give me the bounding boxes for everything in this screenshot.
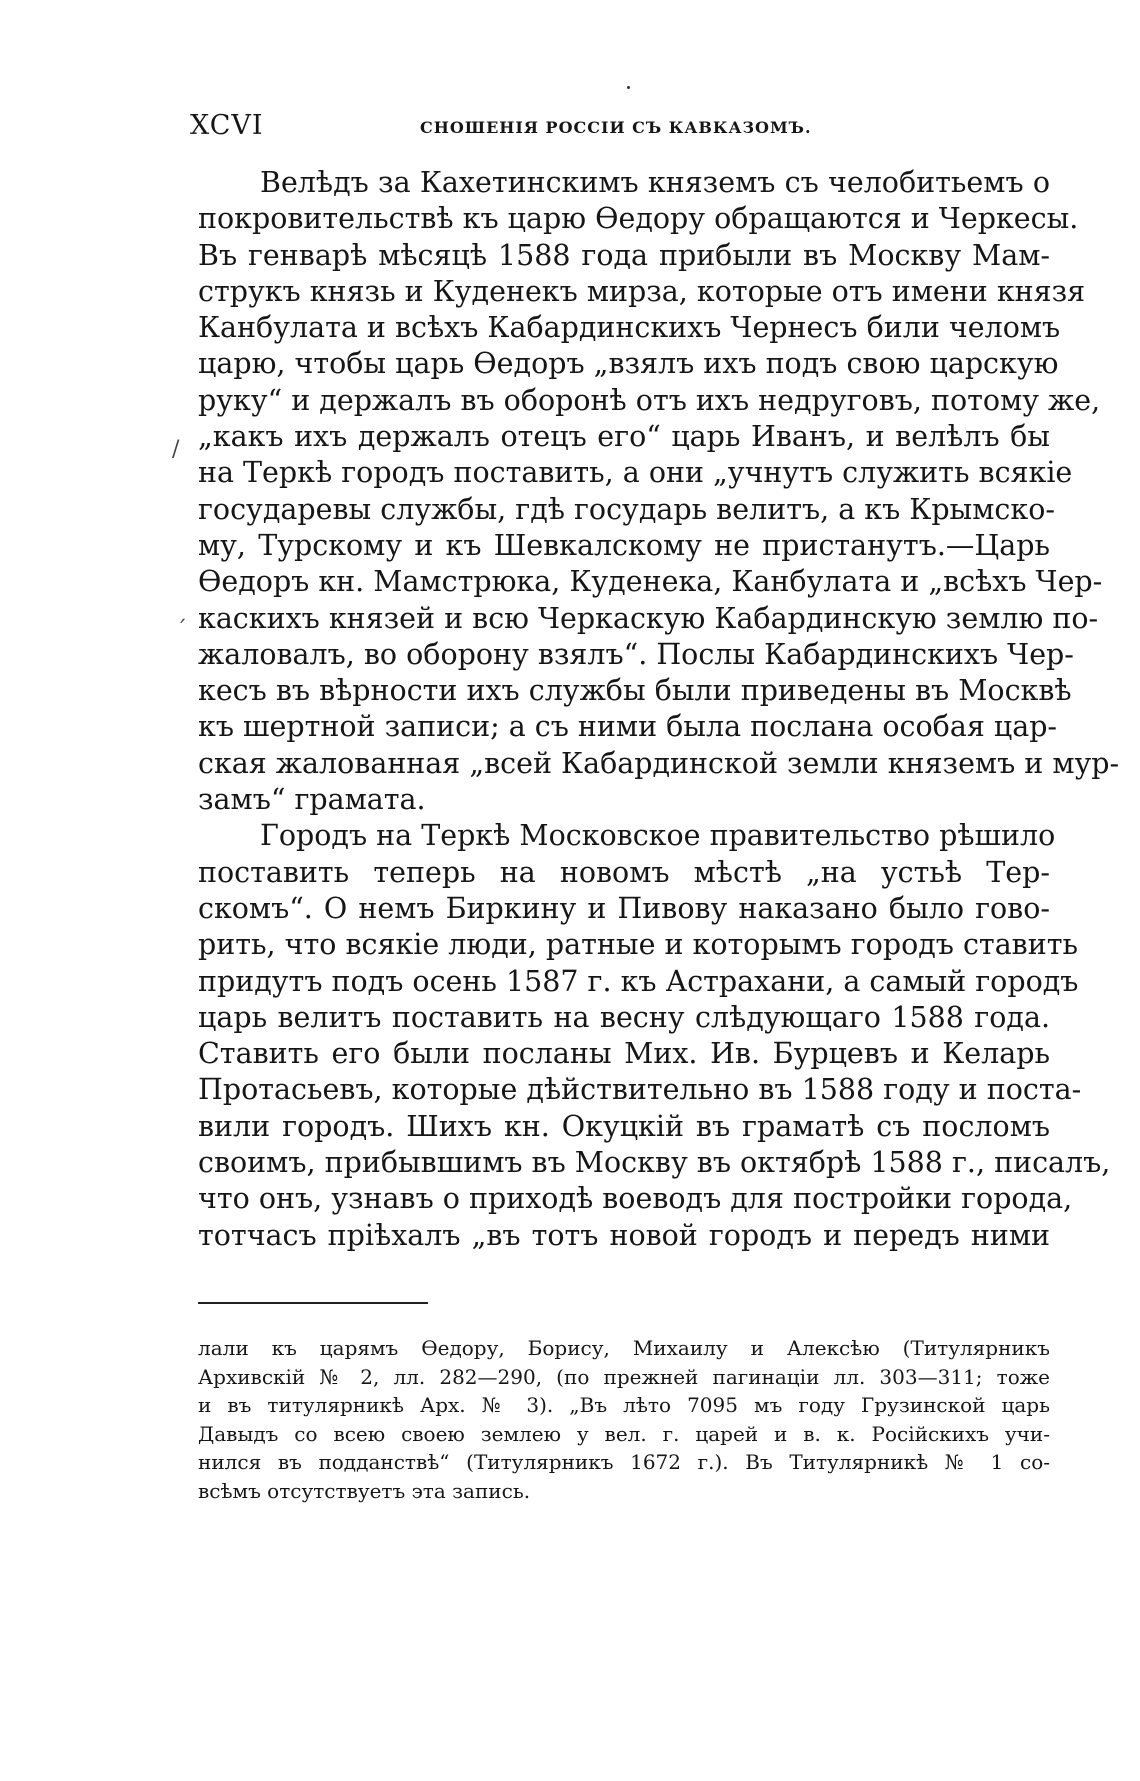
text-line: му, Турскому и къ Шевкалскому не пристанутъ.—Царь	[198, 528, 1050, 562]
text-line: государевы службы, гдѣ государь велитъ, а къ Крымско-	[198, 492, 1055, 526]
text-line: на Теркѣ городъ поставить, а они „учнутъ служить всякіе	[198, 456, 1073, 490]
text-line: къ шертной записи; а съ ними была послана особая цар-	[198, 710, 1058, 744]
running-head: СНОШЕНІЯ РОССІИ СЪ КАВКАЗОМЪ.	[420, 118, 812, 137]
text-line: что онъ, узнавъ о приходѣ воеводъ для постройки города,	[198, 1182, 1073, 1216]
footnote-line: нился въ подданствѣ“ (Титулярникъ 1672 г.). Въ Титулярникѣ № 1 со-	[198, 1450, 1050, 1474]
footnote-line: всѣмъ отсутствуетъ эта запись.	[198, 1478, 531, 1503]
footnote-line: Давыдъ со всею своею землею у вел. г. царей и в. к. Російскихъ учи-	[198, 1421, 1050, 1446]
page-number: XCVI	[190, 110, 264, 141]
text-line: скомъ“. О немъ Биркину и Пивову наказано было гово-	[198, 891, 1050, 925]
footnote-line: лали къ царямъ Өедору, Борису, Михаилу и Алексѣю (Титулярникъ	[198, 1336, 1050, 1360]
text-line: руку“ и держалъ въ оборонѣ отъ ихъ недруговъ, потому же,	[198, 383, 1101, 417]
text-line: Протасьевъ, которые дѣйствительно въ 1588 году и поста-	[198, 1073, 1082, 1107]
text-line: „какъ ихъ держалъ отецъ его“ царь Иванъ, и велѣлъ бы	[198, 420, 1050, 454]
paragraph-1	[198, 165, 1120, 818]
text-line: каскихъ князей и всю Черкаскую Кабардинскую землю по-	[198, 601, 1099, 635]
text-line: придутъ подъ осень 1587 г. къ Астрахани, а самый городъ	[198, 964, 1079, 998]
text-line: поставить теперь на новомъ мѣстѣ „на устьѣ Тер-	[198, 855, 1050, 889]
text-line: царь велитъ поставить на весну слѣдующаго 1588 года.	[198, 1000, 1050, 1034]
text-line: вили городъ. Шихъ кн. Окуцкій въ граматѣ съ посломъ	[198, 1109, 1050, 1143]
text-line: рить, что всякіе люди, ратные и которымъ городъ ставить	[198, 928, 1079, 962]
text-line: Ставить его были посланы Мих. Ив. Бурцевъ и Келарь	[198, 1037, 1050, 1071]
speck-mark	[627, 86, 630, 89]
text-line: жаловалъ, во оборону взялъ“. Послы Кабардинскихъ Чер-	[198, 637, 1074, 671]
footnote	[198, 1334, 1050, 1505]
text-line: кесъ въ вѣрности ихъ службы были приведены въ Москвѣ	[198, 674, 1072, 708]
text-line: Канбулата и всѣхъ Кабардинскихъ Чернесъ били челомъ	[198, 311, 1061, 345]
text-line: Велѣдъ за Кахетинскимъ княземъ съ челобитьемъ о	[260, 166, 1050, 199]
footnote-divider	[198, 1302, 428, 1304]
margin-mark: ´	[176, 618, 187, 643]
text-line: Өедоръ кн. Мамстрюка, Куденека, Канбулата и „всѣхъ Чер-	[198, 565, 1103, 599]
text-line: струкъ князь и Куденекъ мирза, которые отъ имени князя	[198, 274, 1086, 308]
paragraph-2	[198, 818, 1111, 1254]
text-line: царю, чтобы царь Өедоръ „взялъ ихъ подъ свою царскую	[198, 347, 1059, 381]
body-text	[198, 165, 1120, 1254]
text-line: ская жалованная „всей Кабардинской земли княземъ и мур-	[198, 746, 1120, 780]
text-line: замъ“ грамата.	[198, 783, 426, 817]
footnote-line: и въ титулярникѣ Арх. № 3). „Въ лѣто 7095 мъ году Грузинской царь	[198, 1393, 1050, 1417]
text-line: своимъ, прибывшимъ въ Москву въ октябрѣ 1588 г., писалъ,	[198, 1146, 1111, 1180]
margin-mark: /	[172, 437, 180, 462]
text-line: Въ генварѣ мѣсяцѣ 1588 года прибыли въ Москву Мам-	[198, 238, 1050, 272]
text-line: Городъ на Теркѣ Московское правительство рѣшило	[260, 819, 1056, 853]
text-line: покровительствѣ къ царю Өедору обращаются и Черкесы.	[198, 202, 1079, 236]
text-line: тотчасъ пріѣхалъ „въ тотъ новой городъ и передъ ними	[198, 1218, 1050, 1252]
footnote-line: Архивскій № 2, лл. 282—290, (по прежней пагинаціи лл. 303—311; тоже	[198, 1364, 1050, 1389]
